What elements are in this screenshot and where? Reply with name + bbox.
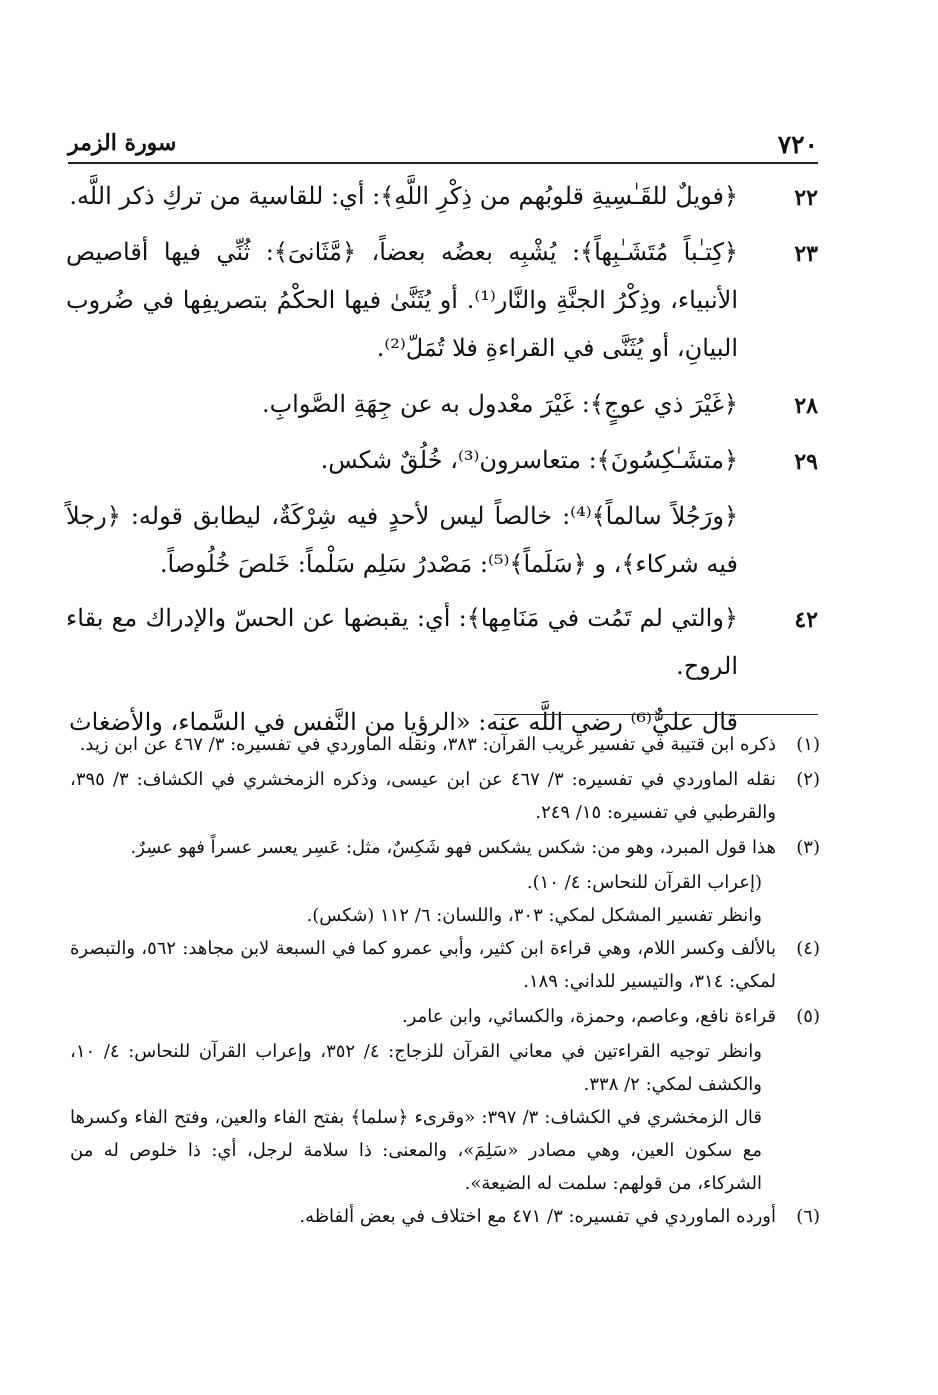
footnote-continuation: وانظر توجيه القراءتين في معاني القرآن للزجاج: ٤/ ٣٥٢، وإعراب القرآن للنحاس: ٤/ ١٠، والكشف لمكي: ٢/ ٣٣٨. [70,1041,762,1095]
footnote-text: ذكره ابن قتيبة في تفسير غريب القرآن: ٣٨٣، ونقله الماوردي في تفسيره: ٣/ ٤٦٧ عن ابن زيد. [79,734,776,755]
commentary-paragraph: قال عليٌّ⁽⁶⁾ رضي اللَّه عنه: «الرؤيا من النَّفس في السَّماء، والأضغاث [69,708,738,736]
footnote [70,728,820,761]
footnote-continuation: (إعراب القرآن للنحاس: ٤/ ١٠). [526,872,762,893]
main-text [66,172,818,752]
footnote-number: (٢) [796,769,820,790]
verse-number: ٢٣ [794,241,818,267]
footnote-text: هذا قول المبرد، وهو من: شكس يشكس فهو شَكِسٌ، مثل: عَسِر يعسر عسراً فهو عسِرٌ. [130,837,776,858]
verse-number: ٢٢ [794,185,818,211]
surah-title: سورة الزمر [68,130,177,156]
footnote-text: أورده الماوردي في تفسيره: ٣/ ٤٧١ مع اختلاف في بعض ألفاظه. [299,1206,776,1227]
verse-number: ٢٩ [794,449,818,475]
footnote [70,763,820,829]
verse-entry [66,594,818,690]
footnotes [70,728,820,1235]
header-rule [68,162,818,164]
verse-entry [66,172,818,220]
page-number: ٧٢٠ [777,130,818,159]
footnote [70,1200,820,1233]
footnote-text: قراءة نافع، وعاصم، وحمزة، والكسائي، وابن عامر. [401,1006,776,1027]
footnote [70,932,820,998]
page-header [68,128,818,162]
footnote-text: نقله الماوردي في تفسيره: ٣/ ٤٦٧ عن ابن عيسى، وذكره الزمخشري في الكشاف: ٣/ ٣٩٥، والقرطبي في تفسيره: ١٥/ ٢٤٩. [70,769,776,823]
footnote-text: بالألف وكسر اللام، وهي قراءة ابن كثير، وأبي عمرو كما في السبعة لابن مجاهد: ٥٦٢، والتبصرة لمكي: ٣١٤، والتيسير للداني: ١٨٩. [70,938,776,992]
footnote-continuation: وانظر تفسير المشكل لمكي: ٣٠٣، واللسان: ٦/ ١١٢ (شكس). [306,905,762,926]
commentary-paragraph: ﴿ورَجُلاً سالماً﴾⁽⁴⁾: خالصاً ليس لأحدٍ فيه شِرْكَةٌ، ليطابق قوله: ﴿رجلاً فيه شركاء﴾، و ﴿سَلَماً﴾⁽⁵⁾: مَصْدرُ سَلِم سَلْماً: خَلصَ خُلُوصاً. [66,502,739,578]
footnote-number: (٥) [796,1006,820,1027]
verse-commentary: ﴿متشَـٰكِسُونَ﴾: متعاسرون⁽³⁾، خُلُقٌ شكس. [320,446,738,474]
verse-number: ٢٨ [794,393,818,419]
footnote-number: (٤) [796,938,820,959]
footnote-continuation: قال الزمخشري في الكشاف: ٣/ ٣٩٧: «وقرىء ﴿سلما﴾ بفتح الفاء والعين، وفتح الفاء وكسرها مع سكون العين، وهي مصادر «سَلِمَ»، والمعنى: ذا سلامة لرجل، أي: ذا خلوص له من الشركاء، من قولهم: سلمت له الضيعة». [70,1107,762,1194]
verse-entry [66,436,818,484]
footnote [70,1000,820,1033]
verse-commentary: ﴿والتي لم تَمُت في مَنَامِها﴾: أي: يقبضها عن الحسّ والإدراك مع بقاء الروح. [66,604,738,680]
verse-entry [66,380,818,428]
verse-commentary: ﴿كِتـٰباً مُتَشَـٰبِهاً﴾: يُشْبِه بعضُه بعضاً، ﴿مَّثَانىَ﴾: ثُنِّي فيها أقاصيص الأنبياء، وذِكْرُ الجنَّةِ والنَّار⁽¹⁾. أو يُثَنَّىٰ فيها الحكْمُ بتصريفِها في ضُروب البيانِ، أو يُثَنَّى في القراءةِ فلا تُمَلّ⁽²⁾. [66,238,738,362]
footnote-rule [494,714,818,715]
footnote [70,831,820,864]
footnote-number: (١) [796,734,820,755]
footnote-number: (٣) [796,837,820,858]
footnote-number: (٦) [796,1206,820,1227]
verse-commentary: ﴿فويلٌ للقَـٰسِيةِ قلوبُهم من ذِكْرِ اللَّهِ﴾: أي: للقاسية من تركِ ذكر اللَّه. [69,182,738,210]
verse-entry [66,228,818,372]
verse-number: ٤٢ [794,607,818,633]
verse-commentary: ﴿غَيْرَ ذي عوجٍ﴾: غَيْرَ معْدول به عن جِهَةِ الصَّوابِ. [261,390,738,418]
